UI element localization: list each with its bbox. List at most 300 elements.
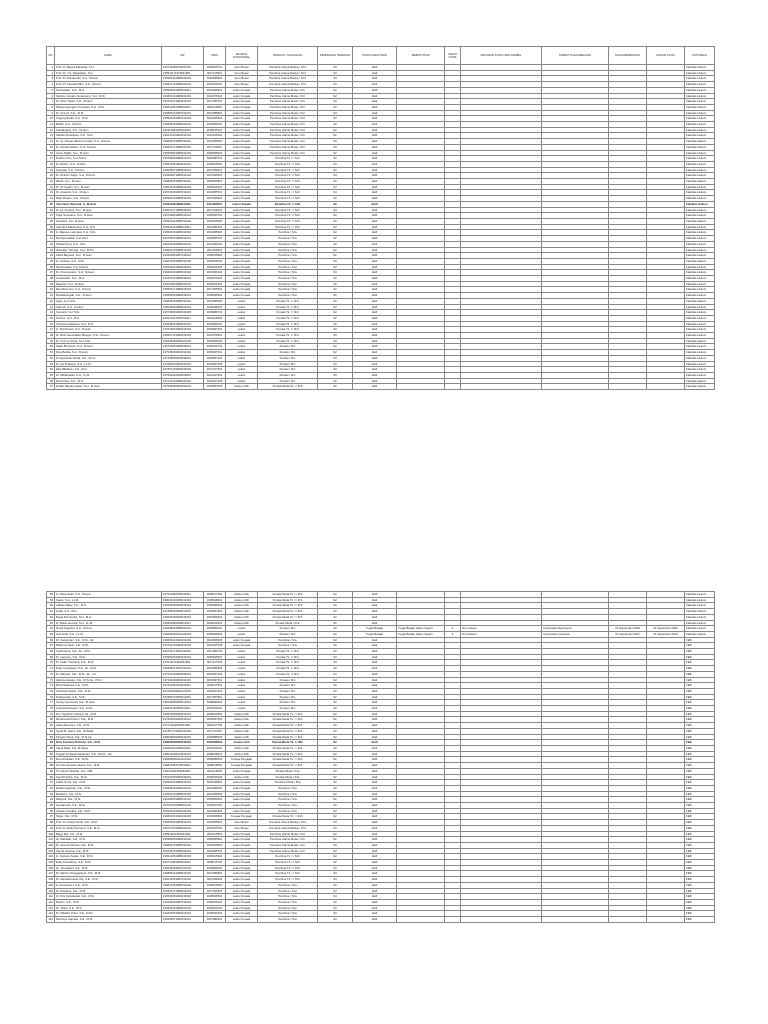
table-cell: 197805172005011002 (162, 694, 204, 700)
table-cell: 0005057509 (204, 384, 226, 390)
table-cell: 0014036102 (204, 241, 226, 247)
table-cell: Asisten Ahli (226, 745, 258, 751)
table-cell: 0004037603 (204, 688, 226, 694)
table-cell: FEB (685, 694, 715, 700)
table-cell: Aktif (353, 848, 397, 854)
table-cell: Penata Muda Tk. I / III/b (258, 751, 318, 757)
table-cell: H. Marsius Lukmana, S.H., M.H. (55, 230, 162, 236)
table-cell: Aktif (353, 780, 397, 786)
table-cell: 92 (47, 785, 55, 791)
table-cell: 197603042002121001 (162, 688, 204, 694)
table-cell: 197007091998021001 (162, 803, 204, 809)
table-cell: Lektor Kepala (226, 213, 258, 219)
table-cell: 197711162006042001 (162, 723, 204, 729)
table-cell: 0007056001 (204, 167, 226, 173)
table-cell: 0008088403 (204, 757, 226, 763)
table-cell: 0015097301 (204, 677, 226, 683)
table-cell: 195705051986031001 (162, 236, 204, 242)
table-cell: 0007095601 (204, 173, 226, 179)
table-cell: Lektor Kepala (226, 637, 258, 643)
table-cell: Penata / III/c (258, 626, 318, 632)
table-cell: Eddy Kurnadhya, S.E., M.M. (55, 860, 162, 866)
table-cell: 7 (47, 99, 55, 105)
table-cell: 0020065701 (204, 848, 226, 854)
table-cell: Aktif (353, 87, 397, 93)
table-cell: 31 (47, 236, 55, 242)
table-cell: Aktif (353, 671, 397, 677)
table-cell: FEB (685, 865, 715, 871)
table-cell: Lektor (226, 355, 258, 361)
table-cell: S2 (318, 122, 353, 128)
table-cell: Pembina / IV/a (258, 287, 318, 293)
table-cell: Fakultas Hukum (685, 298, 715, 304)
table-cell: Dr. Miftahuwati, S.H., LL.M. (55, 372, 162, 378)
table-cell: Aktif (353, 882, 397, 888)
table-cell: 0005055901 (204, 837, 226, 843)
table-cell: Aktif (353, 603, 397, 609)
table-cell: Pembina Utama Madya / IV/d (258, 70, 318, 76)
table-cell: Asisten Ahli (226, 723, 258, 729)
table-cell: Baidin, S.H., M.Hum (55, 122, 162, 128)
table-cell: 0008046502 (204, 894, 226, 900)
table-cell: Pembina / IV/a (258, 894, 318, 900)
table-cell: Aktif (353, 734, 397, 740)
table-cell: S3 (318, 207, 353, 213)
table-cell: 195508191986031001 (162, 298, 204, 304)
table-cell: Fakultas Hukum (685, 614, 715, 620)
table-cell: 66 (47, 637, 55, 643)
table-cell: Penata Tk. I / III/d (258, 649, 318, 655)
table-cell: Aktif (353, 384, 397, 390)
table-cell: Prof. Dr. Barani Rahardja, S.H. (55, 65, 162, 71)
table-cell: 198008092006042001 (162, 734, 204, 740)
table-cell: Aktif (353, 321, 397, 327)
table-cell: Lektor Kepala (226, 877, 258, 883)
table-cell: 0007086601 (204, 917, 226, 923)
table-cell: FEB (685, 797, 715, 803)
table-cell: S2 (318, 287, 353, 293)
table-cell: Eza Rohadian, S.E., M.Sc. (55, 757, 162, 763)
table-cell: Fakultas Hukum (685, 281, 715, 287)
table-cell: Dr. Mustafa Assaf Urip, S.E., M.Si. (55, 877, 162, 883)
table-cell: 01 September 2011 (609, 631, 647, 637)
table-cell: Pembina / IV/a (258, 230, 318, 236)
table-cell: Aktif (353, 367, 397, 373)
table-cell: S2 (318, 620, 353, 626)
table-cell (542, 384, 609, 390)
table-cell: 51 (47, 350, 55, 356)
table-cell: S3 (318, 65, 353, 71)
table-cell: 197310131999041001 (162, 378, 204, 384)
table-cell: Lektor Kepala (226, 797, 258, 803)
table-cell: 197506052006041001 (162, 717, 204, 723)
table-cell: Penata Muda Tk. I / III/b (258, 740, 318, 746)
table-cell (609, 917, 647, 923)
table-cell: S3 (318, 361, 353, 367)
table-cell: Aktif (353, 899, 397, 905)
table-cell: 197203102000032001 (162, 671, 204, 677)
table-cell: Fakultas Hukum (685, 315, 715, 321)
table-cell: FEB (685, 882, 715, 888)
table-cell: Fakultas Hukum (685, 82, 715, 88)
table-cell: 198110072006041002 (162, 745, 204, 751)
table-cell: Rosnimisa, S.H., M.H. (55, 378, 162, 384)
table-cell: 47 (47, 327, 55, 333)
table-cell: Penata Muda Tk. I / III/b (258, 814, 318, 820)
table-cell: Pembina Muda / III/a (258, 780, 318, 786)
table-cell: 197611082006042001 (162, 592, 204, 598)
table-cell: 0017095701 (204, 99, 226, 105)
table-cell: S2 (318, 104, 353, 110)
table-cell: Fakultas Hukum (685, 76, 715, 82)
table-cell: 78 (47, 706, 55, 712)
table-cell: Aktif (353, 144, 397, 150)
table-cell: Dr. Hj. Nasyim Baihuni Azhari, S.H., M.Hum (55, 139, 162, 145)
table-cell: Aktif (353, 355, 397, 361)
table-cell: S2 (318, 917, 353, 923)
table-cell: S3 (318, 355, 353, 361)
table-cell: 65 (47, 631, 55, 637)
table-cell: Aktif (353, 854, 397, 860)
table-cell: FEB (685, 666, 715, 672)
table-cell: Fakultas Hukum (685, 276, 715, 282)
table-cell: Dr. Ayi Prasetyo, S.H., LL.M. (55, 361, 162, 367)
table-cell: Pembina Tk. I / IV/b (258, 201, 318, 207)
table-cell: Kawin, S.H., LL.M. (55, 597, 162, 603)
table-cell: Aktif (353, 842, 397, 848)
table-cell: 0017036303 (204, 888, 226, 894)
table-cell: 0019096202 (204, 270, 226, 276)
table-cell: Dr. Kamarzani, S.E., M.Si., Ak. (55, 637, 162, 643)
lecturer-table-page-2 (46, 591, 715, 923)
table-cell: Lektor Kepala (226, 911, 258, 917)
table-cell: Penata Muda / III/a (258, 774, 318, 780)
table-cell: S2 (318, 93, 353, 99)
table-cell: 101 (48, 837, 53, 842)
table-cell: Penata / III/c (258, 677, 318, 683)
table-cell: 198109052008012012 (162, 603, 204, 609)
table-cell: Aktif (353, 660, 397, 666)
table-cell: Penata Tk. I / III/d (258, 310, 318, 316)
table-cell: 98 (47, 820, 55, 826)
table-cell: Pembina Utama Muda / IV/c (258, 139, 318, 145)
table-cell: Aktif (353, 213, 397, 219)
table-cell: Rina Diagrana, S.E., M.M. (55, 683, 162, 689)
table-cell: FEB (685, 677, 715, 683)
table-cell: S3 (318, 894, 353, 900)
table-cell: Lektor Kepala (226, 917, 258, 923)
table-cell: 195804201985031001 (162, 842, 204, 848)
table-cell: S2 (318, 236, 353, 242)
table-cell: Prof. Dr. Y.S. Tawatadan, S.H. (55, 70, 162, 76)
table-cell: 196702051995032001 (162, 344, 204, 350)
table-cell: Samat Syarma, S.E., M.M. (55, 848, 162, 854)
table-cell: 40 (47, 287, 55, 293)
table-cell: Fakultas Hukum (685, 372, 715, 378)
table-cell: 22 (47, 184, 55, 190)
table-cell: Lektor (226, 338, 258, 344)
table-cell: 198012082014041001 (162, 751, 204, 757)
table-cell: 195808121986031002 (162, 871, 204, 877)
table-cell: FEB (685, 745, 715, 751)
table-cell: Fakultas Hukum (685, 144, 715, 150)
table-cell: Pembina Utama Muda / IV/c (258, 116, 318, 122)
table-cell: 197601102000032002 (162, 372, 204, 378)
table-cell: S2 (318, 785, 353, 791)
table-cell: 15 (47, 144, 55, 150)
table-cell: Halua Rusmary, S.E., M.Si. (55, 723, 162, 729)
table-cell: 4 (47, 82, 55, 88)
table-cell: Pembina / IV/a (258, 899, 318, 905)
table-cell: Penata / III/c (258, 694, 318, 700)
table-cell: 0028105701 (204, 65, 226, 71)
table-cell: S2 (318, 276, 353, 282)
table-cell: 195710281979031001 (162, 65, 204, 71)
table-cell: Lektor (226, 310, 258, 316)
table-cell: 197505052000032001 (162, 384, 204, 390)
table-cell: Fakultas Hukum (685, 350, 715, 356)
table-cell: Fakultas Hukum (685, 361, 715, 367)
column-header: DURASI STUDI (647, 47, 685, 65)
table-cell: Zaid Hernawan, S.E., M.Si.Ak., Ph.D. (55, 677, 162, 683)
table-cell: Lektor Kepala (226, 780, 258, 786)
table-cell: Aktif (353, 293, 397, 299)
table-cell: Penata Tk. I / III/d (258, 338, 318, 344)
table-cell: 0010085801 (204, 110, 226, 116)
table-cell: Penata / III/c (258, 372, 318, 378)
table-cell: S2 (318, 626, 353, 632)
table-cell: 115 (47, 917, 55, 923)
table-cell: Penata Muda Tk. I / III/b (258, 723, 318, 729)
table-cell: FEB (685, 751, 715, 757)
table-cell: S3 (318, 877, 353, 883)
table-cell: Fakultas Hukum (685, 122, 715, 128)
table-cell: FEB (685, 711, 715, 717)
table-cell: 0008115702 (204, 860, 226, 866)
table-cell: 18 (47, 161, 55, 167)
table-cell: Aktif (353, 173, 397, 179)
table-cell (647, 384, 685, 390)
table-cell: S2 (318, 814, 353, 820)
table-cell: Lektor Kepala (226, 905, 258, 911)
table-cell: 195606051983031001 (162, 820, 204, 826)
column-header: TEMPAT TUGAS BELAJAR (542, 47, 609, 65)
table-cell: 0013055601 (204, 139, 226, 145)
table-cell: FEB (685, 706, 715, 712)
table-cell: Penata / III/c (258, 700, 318, 706)
table-cell: S3 (318, 637, 353, 643)
table-cell: 0008117602 (204, 592, 226, 598)
table-cell: Fakultas Hukum (685, 344, 715, 350)
table-cell: Asisten Ahli (226, 734, 258, 740)
table-cell: Muhammad Fahmi, S.E., M.M. (55, 717, 162, 723)
table-cell: Penata Tk. I / III/d (258, 666, 318, 672)
table-cell: Lektor Kepala (226, 116, 258, 122)
table-cell: Pembina Tk. I / IV/b (258, 854, 318, 860)
table-cell: S3 (318, 660, 353, 666)
table-cell: Fakultas Hukum (685, 201, 715, 207)
table-cell: 195112081983031002 (162, 127, 204, 133)
table-cell: Fakultas Hukum (685, 110, 715, 116)
table-cell: Penata / III/c (258, 631, 318, 637)
table-cell: 196206211988031001 (162, 224, 204, 230)
table-cell: S3 (318, 161, 353, 167)
table-cell: 0005125601 (204, 882, 226, 888)
table-cell: S2 (318, 683, 353, 689)
table-cell: 197011171999031001 (162, 660, 204, 666)
table-cell: S2 (318, 831, 353, 837)
table-cell: Asisten Ahli (226, 728, 258, 734)
table-cell: S2 (318, 848, 353, 854)
table-cell: Aktif (353, 201, 397, 207)
table-cell: S3 (318, 70, 353, 76)
table-cell: Sharial Sony, S.H., M.H. (55, 241, 162, 247)
table-cell: Aktif (353, 814, 397, 820)
table-cell: 0008128001 (204, 751, 226, 757)
column-header: PROGRAM STUDI YANG DIAMBIL (461, 47, 542, 65)
table-cell: 0005056201 (204, 797, 226, 803)
table-cell: Lektor (226, 333, 258, 339)
table-cell: Dr. Nour Tjatoh, S.H., M.Hum (55, 99, 162, 105)
table-cell: 0010086502 (204, 785, 226, 791)
table-cell: Prof. Dr. Kasuda Wibo, S.H., M.Hum (55, 82, 162, 88)
table-cell: S3 (318, 372, 353, 378)
table-cell: Lektor Kepala (226, 236, 258, 242)
table-cell: 21 (47, 179, 55, 185)
table-cell: 195511101984031001 (162, 831, 204, 837)
table-cell: Lutfia, S.H., M.H. (55, 609, 162, 615)
table-cell: 0005046403 (204, 911, 226, 917)
table-cell: Rudiono Pur, S.H.,M.P.A. (55, 156, 162, 162)
table-cell: Endah Rantau Itasari, S.H., M.Hum (55, 384, 162, 390)
table-cell: 110 (47, 888, 55, 894)
table-cell: S2 (318, 614, 353, 620)
table-cell: Lektor (226, 660, 258, 666)
table-cell: Fakultas Hukum (685, 167, 715, 173)
table-cell: 0008056002 (204, 865, 226, 871)
table-cell: 0006048404 (204, 631, 226, 637)
table-cell: Penata Muda Tk. I / III/b (258, 728, 318, 734)
table-cell: Dr. Ahmad Zaham, S.H., M.Hum (55, 144, 162, 150)
table-cell: 195702101984031003 (162, 643, 204, 649)
table-cell: 3 (47, 76, 55, 82)
table-cell: Lektor Kepala (226, 110, 258, 116)
table-cell: Penata / III/c (258, 367, 318, 373)
table-cell: Aktif (353, 820, 397, 826)
table-cell: 76 (47, 694, 55, 700)
table-cell: 196104091986031002 (162, 241, 204, 247)
table-cell: Salah Mimanoh, S.H., M.Hum (55, 344, 162, 350)
table-cell: Aktif (353, 361, 397, 367)
table-cell: Dr. Rini Sulistiawati, S.E., M.Si. (55, 894, 162, 900)
table-cell: 197807172006041001 (162, 728, 204, 734)
table-cell: 0002076104 (204, 276, 226, 282)
table-cell: Pembina / IV/a (258, 276, 318, 282)
table-cell: FEB (685, 785, 715, 791)
table-cell: Indroyo, S.H., M.H. (55, 315, 162, 321)
table-cell: Penata Muda Tk. I / III/b (258, 597, 318, 603)
table-cell: Asisten Ahli (226, 620, 258, 626)
table-cell: Dr. Jihani, S.E., M.Si. (55, 905, 162, 911)
table-cell: Fakultas Hukum (685, 258, 715, 264)
table-cell: Cahrudi, S.H., M.Hum (55, 304, 162, 310)
table-cell: 0005098102 (204, 603, 226, 609)
table-cell: Pembina Utama Muda / IV/c (258, 837, 318, 843)
table-cell: Lektor Kepala (226, 882, 258, 888)
table-cell: 0009086703 (204, 310, 226, 316)
table-cell: S3 (318, 144, 353, 150)
table-cell: 0004106402 (204, 264, 226, 270)
table-cell: Aktif (353, 179, 397, 185)
table-cell: Lektor Kepala (226, 99, 258, 105)
table-cell: 90 (47, 774, 55, 780)
table-cell: Penata Muda Tk. I / III/b (258, 592, 318, 598)
table-cell: S2 (318, 344, 353, 350)
table-cell: 195905051986032002 (162, 837, 204, 843)
table-cell: FEB (685, 831, 715, 837)
table-cell: 104 (48, 854, 53, 859)
table-cell: Aktif (353, 751, 397, 757)
table-cell: 91 (47, 780, 55, 786)
table-cell: FEB (685, 717, 715, 723)
table-cell: Dr. Bahrin, S.H., M.Hum (55, 161, 162, 167)
table-cell: Lektor Kepala (226, 224, 258, 230)
table-cell: 109 (48, 882, 53, 887)
table-cell: Fakultas Hukum (685, 264, 715, 270)
table-cell: Prof. Dr. Anwar Ismail, S.E., M.M. (55, 820, 162, 826)
table-cell: Pembina Tk. I / IV/b (258, 877, 318, 883)
table-cell: Pembina Tk. I / IV/b (258, 196, 318, 202)
table-cell: Tenaga Pengajar (226, 814, 258, 820)
table-cell: Aktif (353, 865, 397, 871)
table-cell: 196209051989031001 (162, 321, 204, 327)
table-cell: Lektor (226, 372, 258, 378)
table-cell: Guru Besar (226, 82, 258, 88)
table-cell: 0005095701 (204, 213, 226, 219)
table-cell: S2 (318, 797, 353, 803)
table-cell: Lektor (226, 706, 258, 712)
table-cell: Dr. Budi Herwulaatin Baegim, S.H., M.Hum (55, 333, 162, 339)
table-cell: 196208051988031001 (162, 626, 204, 632)
table-cell: Pembina / IV/a (258, 808, 318, 814)
table-cell: 196404051990031002 (162, 911, 204, 917)
table-cell: 195609051985031002 (162, 150, 204, 156)
table-cell: S3 (318, 820, 353, 826)
table-cell: 195511171979031001 (162, 70, 204, 76)
table-cell: FEB (685, 637, 715, 643)
table-cell: 0014055606 (204, 230, 226, 236)
table-cell: 30 (47, 230, 55, 236)
table-cell: Lektor Kepala (226, 258, 258, 264)
table-cell: Lektor Kepala (226, 150, 258, 156)
table-cell: Ismawatiah, S.H., M.H. (55, 276, 162, 282)
table-cell: 196502051990031001 (162, 654, 204, 660)
table-cell: S2 (318, 717, 353, 723)
table-cell: Dr. Firdaus, S.H., M.Si. (55, 258, 162, 264)
table-cell: S3 (318, 865, 353, 871)
table-cell: Fakultas Hukum (685, 116, 715, 122)
table-cell: 198404062010122003 (162, 631, 204, 637)
table-cell: S3 (318, 99, 353, 105)
table-cell: Penata Muda / III/a (258, 620, 318, 626)
table-cell: S2 (318, 201, 353, 207)
table-cell: 197006052000032001 (162, 350, 204, 356)
table-cell: Penata / III/c (258, 378, 318, 384)
table-cell: 198001092006041004 (162, 597, 204, 603)
table-cell: 11 (47, 122, 55, 128)
table-cell: S2 (318, 740, 353, 746)
table-cell: Rudy Kurniawan, S.E., Ak., M.Si. (55, 666, 162, 672)
